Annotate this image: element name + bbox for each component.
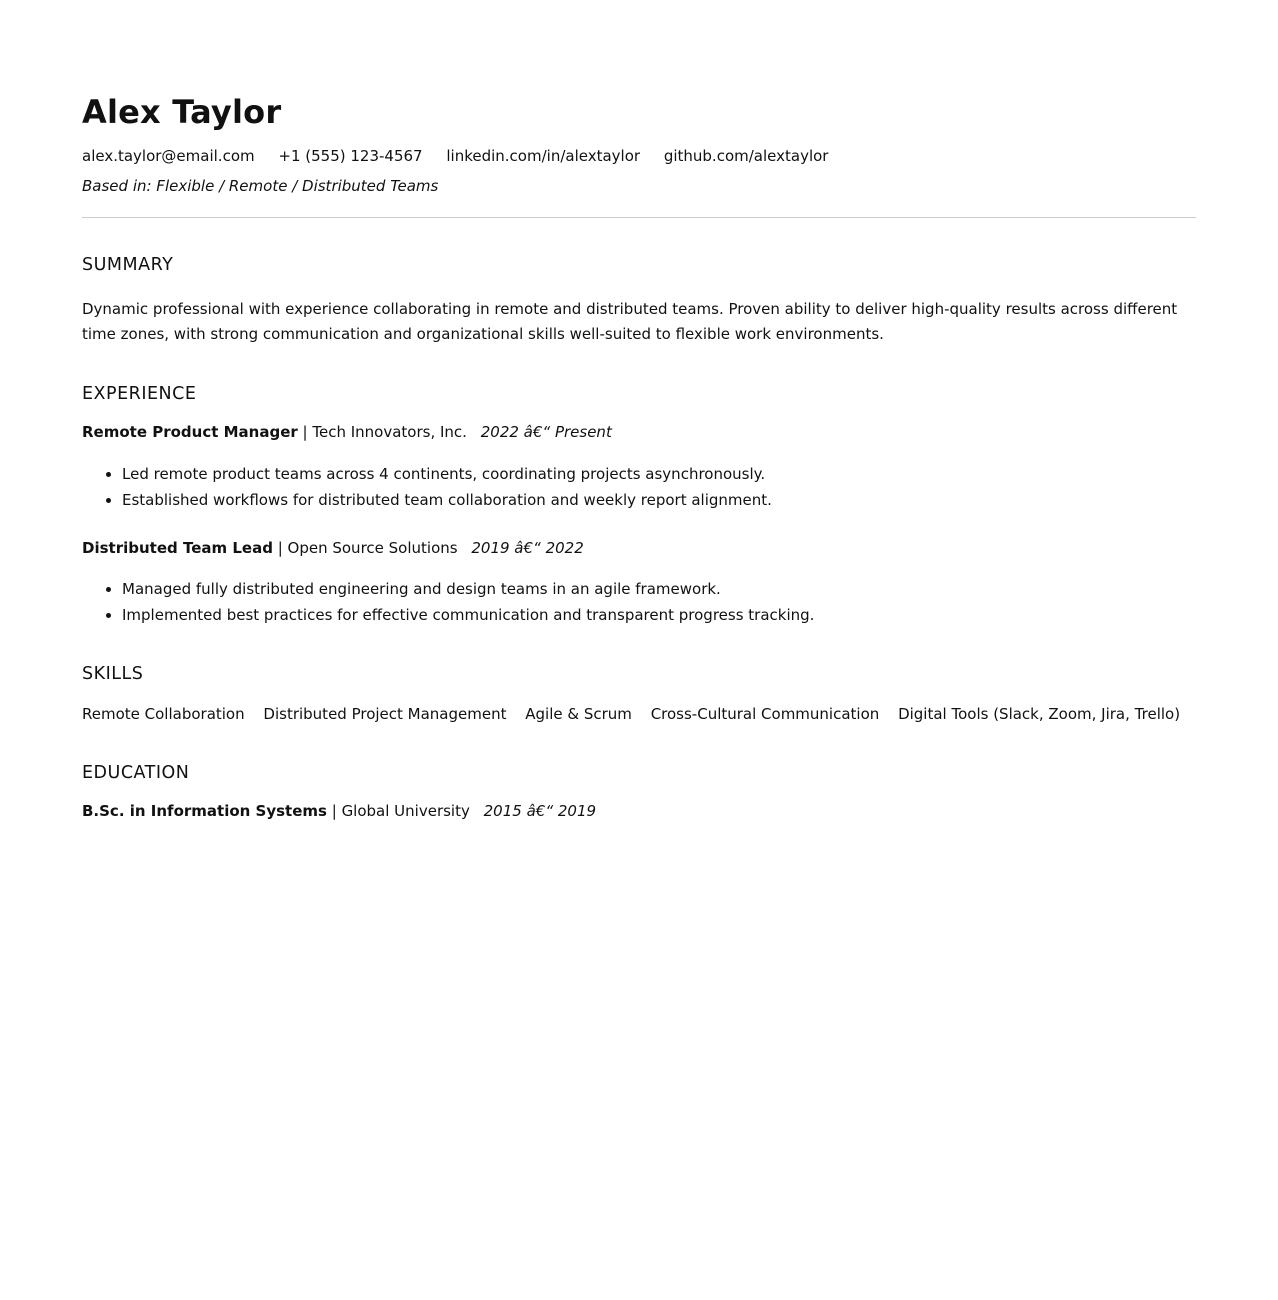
skill-item: Cross-Cultural Communication [650,705,880,723]
summary-text: Dynamic professional with experience collaborating in remote and distributed teams. Proven ability to deliver high-quality results across different time zones, with strong communication and organizational skills well-suited to flexible work environments. [82,300,1178,343]
job-bullets [82,576,814,628]
job-heading [82,537,584,559]
degree-title: B.Sc. in Information Systems [82,802,327,820]
education-heading: EDUCATION [82,763,190,783]
job-bullet: • Led remote product teams across 4 continents, coordinating projects asynchronously. [122,461,772,487]
experience-heading: EXPERIENCE [82,384,197,404]
skills-list [82,702,1194,726]
header-divider [82,217,1196,218]
email-text: alex.taylor@email.com [82,147,255,165]
skills-heading: SKILLS [82,664,144,684]
job-company: Open Source Solutions [287,539,458,557]
skill-item: Agile & Scrum [525,705,632,723]
job-dates: 2019 â€“ 2022 [471,539,584,557]
skill-item: Digital Tools (Slack, Zoom, Jira, Trello) [898,705,1181,723]
skill-item: Remote Collaboration [82,705,245,723]
job-bullet: • Managed fully distributed engineering and design teams in an agile framework. [122,576,814,602]
skill-item: Distributed Project Management [263,705,507,723]
education-dates: 2015 â€“ 2019 [483,802,597,820]
job-heading [82,421,612,443]
contact-line [82,144,1196,168]
candidate-name: Alex Taylor [82,93,282,131]
job-dates: 2022 â€“ Present [480,423,612,441]
job-separator: | [297,423,313,441]
linkedin-text: linkedin.com/in/alextaylor [446,147,641,165]
location-text: Based in: Flexible / Remote / Distributed Teams [82,177,439,195]
job-company: Tech Innovators, Inc. [312,423,467,441]
job-separator: | [272,539,288,557]
resume-header [82,90,1196,196]
job-title: Remote Product Manager [82,423,298,441]
phone-text: +1 (555) 123-4567 [278,147,423,165]
github-text: github.com/alextaylor [663,147,829,165]
education-entry [82,800,596,822]
school-name: Global University [341,802,470,820]
degree-separator: | [326,802,342,820]
summary-heading: SUMMARY [82,255,174,275]
job-title: Distributed Team Lead [82,539,273,557]
job-bullets [82,461,772,513]
job-bullet: • Implemented best practices for effective communication and transparent progress tracking. [122,602,814,628]
job-bullet: • Established workflows for distributed team collaboration and weekly report alignment. [122,487,772,513]
